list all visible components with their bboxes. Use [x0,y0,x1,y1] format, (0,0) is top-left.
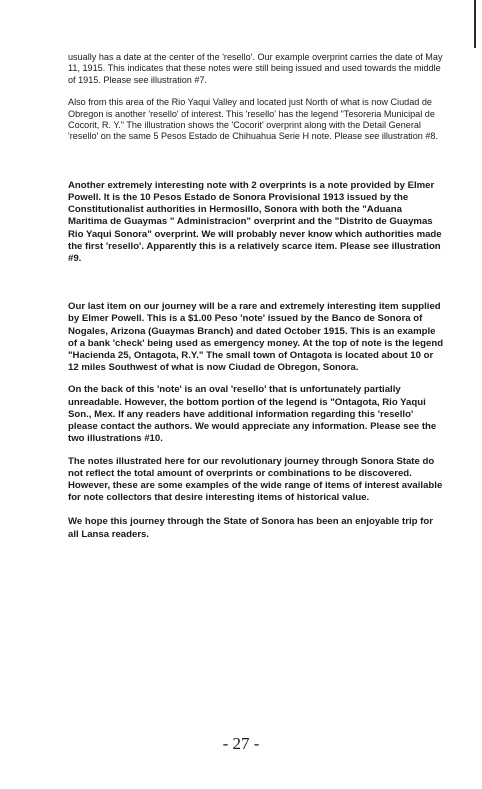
paragraph-resello-date: usually has a date at the center of the 'resello'. Our example overprint carries the date of May 11, 1915. This indicates that these notes were still being issued and used towards the middle of 1915. Please see illustration #7. [68,52,443,85]
paragraph-closing: We hope this journey through the State of Sonora has been an enjoyable trip for all Lansa readers. [68,516,433,540]
page-number: - 27 - [222,734,260,753]
paragraph-guaymas-overprints: Another extremely interesting note with 2 overprints is a note provided by Elmer Powell. It is the 10 Pesos Estado de Sonora Provisional 1913 issued by the Constitutionalist authorities in Hermosillo, Sonora with both the "Aduana Maritima de Guaymas " Administracion" overprint and the "Distrito de Guaymas Rio Yaqui Sonora" overprint. We will probably never know which authorities made the first 'resello'. Apparently this is a relatively scarce item. Please see illustration #9. [68,179,442,265]
paragraph-oval-resello: On the back of this 'note' is an oval 'resello' that is unfortunately partially unreadable. However, the bottom portion of the legend is "Ontagota, Rio Yaqui Son., Mex. If any readers have additional information regarding this 'resello' please contact the authors. We would appreciate any information. Please see the two illustrations #10. [68,384,437,445]
page-edge-line [474,0,476,48]
paragraph-notes-summary: The notes illustrated here for our revolutionary journey through Sonora State do not reflect the total amount of overprints or combinations to be discovered. However, these are some examples of the wide range of items of interest available for note collectors that desire interesting items of historical value. [68,455,443,504]
paragraph-banco-de-sonora: Our last item on our journey will be a rare and extremely interesting item supplied by Elmer Powell. This is a $1.00 Peso 'note' issued by the Banco de Sonora of Nogales, Arizona (Guaymas Branch) and dated October 1915. This is an example of a bank 'check' being used as emergency money. At the top of note is the legend "Hacienda 25, Ontagota, R.Y." The small town of Ontagota is located about 10 or 12 miles Southwest of what is now Ciudad de Obregon, Sonora. [68,301,444,374]
document-body [68,52,444,541]
paragraph-cocorit-resello: Also from this area of the Rio Yaqui Valley and located just North of what is now Ciudad de Obregon is another 'resello' of interest. This 'resello' has the legend "Tesoreria Municipal de Cocorit, R. Y." The illustration shows the 'Cocorit' overprint along with the Detail General 'resello' on the same 5 Pesos Estado de Chihuahua Serie H note. Please see illustration #8. [68,97,438,142]
